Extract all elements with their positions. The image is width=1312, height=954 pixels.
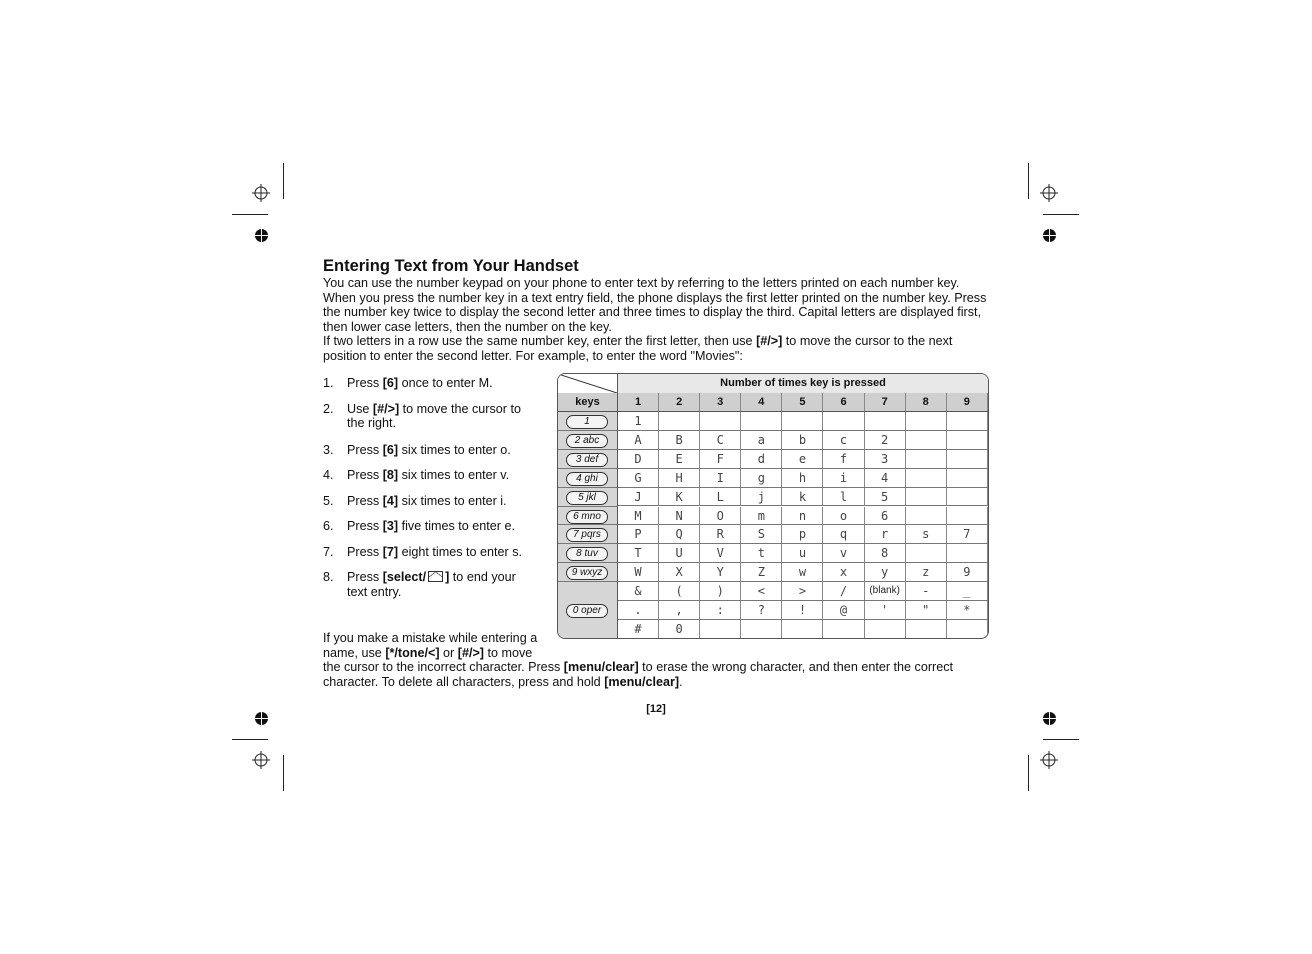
- table-cell: G: [618, 469, 659, 487]
- step-text: Use: [347, 401, 373, 416]
- table-cell: U: [659, 544, 700, 562]
- table-cell: [824, 412, 865, 430]
- table-row: [618, 563, 988, 582]
- table-row: [618, 525, 988, 544]
- step-item: [323, 376, 538, 391]
- table-cell: 9: [947, 563, 988, 581]
- steps-list: [323, 376, 538, 610]
- table-cell: E: [659, 450, 700, 468]
- crop-mark: [283, 755, 284, 791]
- table-cell: [947, 620, 988, 638]
- column-header: 6: [824, 393, 865, 411]
- table-cell: [906, 469, 947, 487]
- table-cell: @: [824, 601, 865, 619]
- row-divider: [558, 562, 617, 563]
- table-cell: >: [782, 582, 823, 600]
- step-text: Press: [347, 519, 383, 533]
- table-cell: K: [659, 488, 700, 506]
- table-cell: j: [741, 488, 782, 506]
- table-cell: a: [741, 431, 782, 449]
- step-item: [323, 402, 538, 431]
- table-cell: [741, 412, 782, 430]
- table-cell: t: [741, 544, 782, 562]
- table-cell: u: [782, 544, 823, 562]
- step-text: Press: [347, 570, 383, 584]
- key-reference: [#/>]: [756, 334, 783, 348]
- mistake-text-span: to move: [484, 645, 533, 660]
- row-divider: [558, 430, 617, 431]
- table-cell: ': [865, 601, 906, 619]
- table-cell: ?: [741, 601, 782, 619]
- table-cell: &: [618, 582, 659, 600]
- column-header: 1: [618, 393, 659, 411]
- intro-text-span: If two letters in a row use the same number key, enter the first letter, then use: [323, 334, 757, 348]
- table-cell: [906, 412, 947, 430]
- step-text: to end your text entry.: [347, 570, 516, 599]
- table-cell: (: [659, 582, 700, 600]
- step-number: 1.: [323, 376, 334, 390]
- key-reference: [*/tone/<]: [385, 645, 440, 660]
- table-cell: [824, 620, 865, 638]
- row-divider: [558, 449, 617, 450]
- mistake-text-span: to erase the wrong character, and then enter the correct character. To delete all characters, press and hold: [323, 660, 954, 689]
- key-reference: [select/: [382, 570, 427, 584]
- step-text: Press: [347, 442, 383, 457]
- step-number: 5.: [323, 493, 334, 508]
- crop-mark: [1028, 755, 1029, 791]
- table-row: [618, 412, 988, 431]
- row-divider: [558, 524, 617, 525]
- table-header-row: [558, 393, 988, 412]
- mistake-text: [323, 631, 548, 660]
- table-cell: /: [824, 582, 865, 600]
- key-reference: [menu/clear]: [563, 660, 639, 674]
- table-row: [618, 507, 988, 526]
- step-item: [323, 545, 538, 560]
- table-cell: 4: [865, 469, 906, 487]
- step-text: six times to enter v.: [398, 468, 510, 482]
- mistake-text-continued: [323, 660, 988, 689]
- table-cell: [865, 620, 906, 638]
- table-cell: M: [618, 507, 659, 525]
- crop-mark: [1043, 214, 1079, 215]
- key-reference: [#/>]: [457, 645, 484, 660]
- step-text: six times to enter i.: [398, 493, 507, 508]
- table-cell: T: [618, 544, 659, 562]
- table-cell: J: [618, 488, 659, 506]
- step-number: 2.: [323, 401, 334, 416]
- table-row: [618, 469, 988, 488]
- keys-header: keys: [558, 393, 618, 411]
- table-cell: :: [700, 601, 741, 619]
- keys-column: [558, 412, 618, 638]
- keypad-key-2: 2 abc: [566, 434, 608, 448]
- step-item: [323, 468, 538, 483]
- table-cell: v: [824, 544, 865, 562]
- table-cell: n: [782, 507, 823, 525]
- registration-dot-icon: [255, 229, 268, 242]
- table-cell: o: [824, 507, 865, 525]
- keypad-key-0: 0 oper: [566, 604, 608, 618]
- table-cell: O: [700, 507, 741, 525]
- crop-mark: [1028, 163, 1029, 199]
- key-reference: [#/>]: [372, 401, 400, 416]
- table-cell: 7: [947, 525, 988, 543]
- table-cell: <: [741, 582, 782, 600]
- table-cell: Z: [741, 563, 782, 581]
- table-cell: i: [824, 469, 865, 487]
- step-text: to move the cursor to the right.: [347, 401, 521, 430]
- table-cell: [906, 488, 947, 506]
- keypad-key-4: 4 ghi: [566, 472, 608, 486]
- table-cell: w: [782, 563, 823, 581]
- table-cell: [947, 450, 988, 468]
- table-cell: .: [618, 601, 659, 619]
- table-cell: [700, 412, 741, 430]
- table-cell: [947, 431, 988, 449]
- table-cell: [947, 544, 988, 562]
- table-cell: g: [741, 469, 782, 487]
- diagonal-line-icon: [558, 374, 617, 393]
- column-header: 2: [659, 393, 700, 411]
- table-cell: 3: [865, 450, 906, 468]
- table-cell: [782, 620, 823, 638]
- step-item: [323, 494, 538, 509]
- step-item: [323, 570, 538, 599]
- table-cell: L: [700, 488, 741, 506]
- table-cell: [947, 488, 988, 506]
- table-row: [618, 450, 988, 469]
- keypad-key-9: 9 wxyz: [566, 566, 608, 580]
- keypad-character-table: [557, 373, 989, 639]
- keypad-key-1: 1: [566, 415, 608, 429]
- table-cell: V: [700, 544, 741, 562]
- crop-mark: [232, 739, 268, 740]
- key-reference: [4]: [382, 493, 399, 508]
- table-cell: Q: [659, 525, 700, 543]
- table-cell: S: [741, 525, 782, 543]
- row-divider: [558, 468, 617, 469]
- table-cell: -: [906, 582, 947, 600]
- step-number: 3.: [323, 442, 334, 457]
- table-cell: [947, 507, 988, 525]
- table-cell: [906, 507, 947, 525]
- table-row: [618, 601, 988, 620]
- registration-dot-icon: [1043, 229, 1056, 242]
- table-cell: X: [659, 563, 700, 581]
- keypad-key-6: 6 mno: [566, 510, 608, 524]
- key-reference: [3]: [382, 519, 399, 533]
- key-reference: ]: [445, 570, 450, 584]
- table-cell: q: [824, 525, 865, 543]
- table-cell: 0: [659, 620, 700, 638]
- key-reference: [8]: [382, 468, 399, 482]
- table-cell: *: [947, 601, 988, 619]
- step-number: 7.: [323, 544, 334, 559]
- table-cell: ): [700, 582, 741, 600]
- keypad-key-7: 7 pqrs: [566, 528, 608, 542]
- table-cell: z: [906, 563, 947, 581]
- crop-mark: [283, 163, 284, 199]
- table-cell: P: [618, 525, 659, 543]
- crop-mark: [232, 214, 268, 215]
- table-cell: y: [865, 563, 906, 581]
- intro-paragraph-1: You can use the number keypad on your phone to enter text by referring to the letters printed on each number key. When you press the number key in a text entry field, the phone displays the first letter printed on the number key. Press the number key twice to display the second letter and three times to display the third. Capital letters are displayed first, then lower case letters, then the number on the key.: [323, 276, 987, 334]
- step-text: Press: [347, 493, 383, 508]
- mistake-text-span: .: [679, 674, 683, 689]
- table-cell: !: [782, 601, 823, 619]
- crop-mark: [1043, 739, 1079, 740]
- key-reference: [6]: [382, 442, 399, 457]
- table-cell: ,: [659, 601, 700, 619]
- step-number: 6.: [323, 519, 334, 533]
- table-cell: 1: [618, 412, 659, 430]
- table-cell: [947, 469, 988, 487]
- page-number: [12]: [646, 703, 666, 715]
- table-cell: 6: [865, 507, 906, 525]
- step-number: 8.: [323, 570, 334, 584]
- table-cell: #: [618, 620, 659, 638]
- step-text: eight times to enter s.: [398, 544, 523, 559]
- table-cell: 8: [865, 544, 906, 562]
- table-cell: A: [618, 431, 659, 449]
- table-cell: D: [618, 450, 659, 468]
- key-reference: [menu/clear]: [604, 674, 680, 689]
- table-cell: r: [865, 525, 906, 543]
- table-cell: _: [947, 582, 988, 600]
- table-cell: [659, 412, 700, 430]
- table-cell: 5: [865, 488, 906, 506]
- table-cell: [906, 544, 947, 562]
- step-text: Press: [347, 376, 383, 390]
- table-cell: B: [659, 431, 700, 449]
- step-number: 4.: [323, 468, 334, 482]
- registration-crosshair-icon: [252, 751, 270, 769]
- column-header: 3: [700, 393, 741, 411]
- registration-crosshair-icon: [1040, 184, 1058, 202]
- intro-text-span: to move the cursor to the next position to enter the second letter. For example, to enter the word "Movies":: [323, 334, 953, 363]
- table-cell: Y: [700, 563, 741, 581]
- table-cell: F: [700, 450, 741, 468]
- column-header: 4: [741, 393, 782, 411]
- table-cell: d: [741, 450, 782, 468]
- table-cell: s: [906, 525, 947, 543]
- table-top-header: Number of times key is pressed: [618, 374, 988, 394]
- column-header: 9: [947, 393, 988, 411]
- table-cell: [947, 412, 988, 430]
- table-cell: W: [618, 563, 659, 581]
- table-cell: [906, 431, 947, 449]
- table-cell: m: [741, 507, 782, 525]
- table-cell: x: [824, 563, 865, 581]
- mistake-text-span: or: [439, 645, 458, 660]
- table-cell: [741, 620, 782, 638]
- step-item: [323, 443, 538, 458]
- envelope-icon: [428, 571, 443, 582]
- intro-text: [323, 276, 988, 363]
- table-cell: [782, 412, 823, 430]
- table-cell: H: [659, 469, 700, 487]
- table-cell: N: [659, 507, 700, 525]
- table-cell: c: [824, 431, 865, 449]
- key-reference: [7]: [382, 544, 399, 559]
- table-row: [618, 582, 988, 601]
- table-row: [618, 488, 988, 507]
- table-corner: [558, 374, 618, 394]
- row-divider: [558, 581, 617, 582]
- row-divider: [558, 487, 617, 488]
- step-text: five times to enter e.: [398, 519, 516, 533]
- table-cell: (blank): [865, 582, 906, 600]
- mistake-text-span: If you make a mistake while entering a name, use: [323, 631, 538, 660]
- step-text: Press: [347, 468, 383, 482]
- table-cell: I: [700, 469, 741, 487]
- column-header: 5: [782, 393, 823, 411]
- keypad-key-5: 5 jkl: [566, 491, 608, 505]
- column-header: 7: [865, 393, 906, 411]
- table-cell: 2: [865, 431, 906, 449]
- registration-crosshair-icon: [1040, 751, 1058, 769]
- step-text: once to enter M.: [398, 376, 493, 390]
- mistake-text-span: the cursor to the incorrect character. Press: [323, 660, 564, 674]
- table-cell: f: [824, 450, 865, 468]
- key-reference: [6]: [382, 376, 399, 390]
- column-header: 8: [906, 393, 947, 411]
- table-cell: b: [782, 431, 823, 449]
- keypad-key-8: 8 tuv: [566, 547, 608, 561]
- table-cell: [700, 620, 741, 638]
- step-text: Press: [347, 544, 383, 559]
- keypad-key-3: 3 def: [566, 453, 608, 467]
- step-item: [323, 519, 538, 534]
- table-row: [618, 620, 988, 639]
- table-cell: k: [782, 488, 823, 506]
- table-cell: [906, 620, 947, 638]
- row-divider: [558, 506, 617, 507]
- registration-crosshair-icon: [252, 184, 270, 202]
- table-cell: [865, 412, 906, 430]
- row-divider: [558, 543, 617, 544]
- table-cell: [906, 450, 947, 468]
- table-cell: p: [782, 525, 823, 543]
- table-row: [618, 544, 988, 563]
- intro-paragraph-2: [323, 334, 988, 363]
- table-row: [618, 431, 988, 450]
- table-cell: R: [700, 525, 741, 543]
- table-cell: e: [782, 450, 823, 468]
- table-cell: ": [906, 601, 947, 619]
- page-title: Entering Text from Your Handset: [323, 257, 579, 275]
- table-cell: l: [824, 488, 865, 506]
- step-text: six times to enter o.: [398, 442, 511, 457]
- table-cell: C: [700, 431, 741, 449]
- table-cell: h: [782, 469, 823, 487]
